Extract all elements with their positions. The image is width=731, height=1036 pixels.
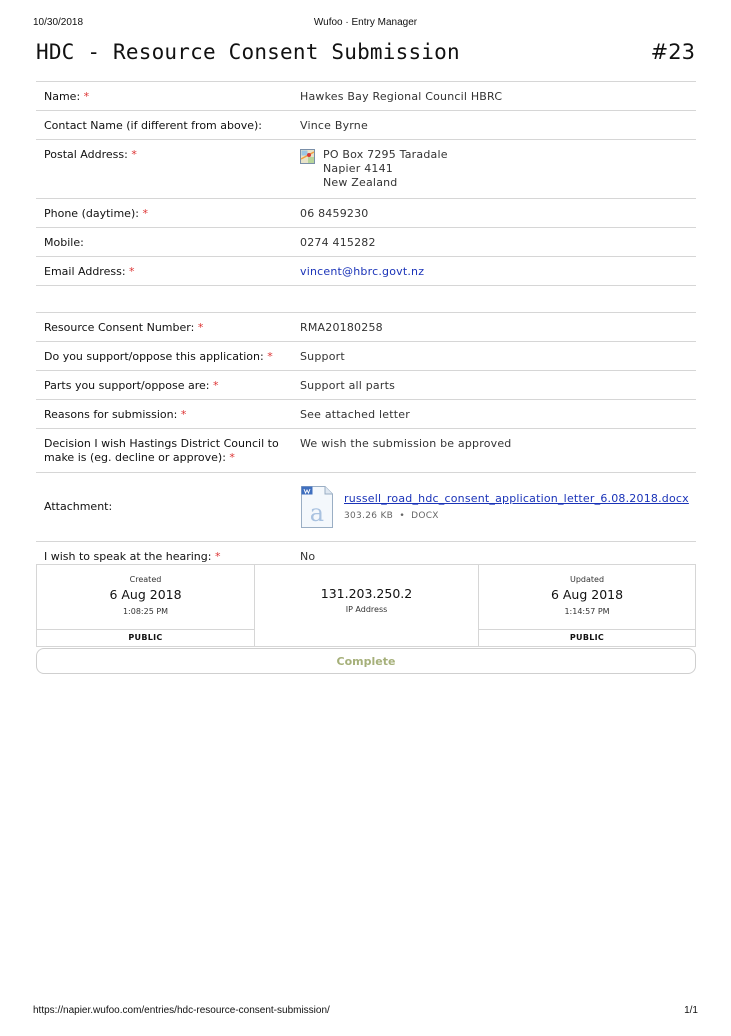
field-value-speak: No: [300, 550, 316, 563]
field-row-mobile: [36, 228, 696, 257]
address-line-2: Napier 4141: [323, 162, 393, 175]
created-visibility: PUBLIC: [37, 629, 254, 646]
ip-info: [255, 565, 479, 646]
meta-separator: •: [399, 510, 405, 521]
field-value-decision: We wish the submission be approved: [300, 437, 512, 450]
field-row-contact: [36, 111, 696, 140]
attachment-type: DOCX: [411, 510, 439, 521]
updated-time: 1:14:57 PM: [564, 607, 610, 616]
entry-fields: [36, 81, 696, 570]
required-marker: *: [142, 207, 148, 220]
field-label: Do you support/oppose this application: *: [44, 350, 273, 363]
entry-info-panel: [36, 564, 696, 647]
field-value-attachment: [292, 485, 696, 529]
print-date: 10/30/2018: [33, 17, 84, 28]
field-row-support-oppose: [36, 342, 696, 371]
field-label: Resource Consent Number: *: [44, 321, 204, 334]
required-marker: *: [197, 321, 204, 334]
field-row-decision: [36, 429, 696, 473]
address-line-1: PO Box 7295 Taradale: [323, 148, 448, 161]
field-value-name: Hawkes Bay Regional Council HBRC: [300, 90, 503, 103]
field-label: Postal Address: *: [44, 148, 137, 161]
field-value-mobile: 0274 415282: [300, 236, 376, 249]
updated-info: [479, 565, 695, 646]
field-label: Name: *: [44, 90, 90, 103]
attachment-size: 303.26 KB: [344, 510, 394, 521]
email-link[interactable]: vincent@hbrc.govt.nz: [300, 265, 425, 278]
ip-caption: IP Address: [345, 605, 388, 614]
required-marker: *: [129, 265, 135, 278]
required-marker: *: [229, 451, 235, 464]
field-row-parts: [36, 371, 696, 400]
print-title: Wufoo · Entry Manager: [313, 17, 418, 28]
field-label: Phone (daytime): *: [44, 207, 148, 220]
field-value-consent-number: RMA20180258: [300, 321, 383, 334]
created-date: 6 Aug 2018: [109, 587, 182, 602]
svg-text:a: a: [309, 499, 325, 527]
updated-visibility: PUBLIC: [479, 629, 695, 646]
field-row-attachment: [36, 473, 696, 542]
field-label: Contact Name (if different from above):: [44, 119, 262, 132]
print-header: [33, 17, 698, 31]
field-value-parts: Support all parts: [300, 379, 396, 392]
docx-file-icon[interactable]: [300, 485, 334, 529]
print-url: https://napier.wufoo.com/entries/hdc-resource-consent-submission/: [33, 1005, 330, 1016]
print-footer: [33, 1005, 698, 1018]
field-row-email: [36, 257, 696, 286]
field-value-reasons: See attached letter: [300, 408, 410, 421]
map-icon[interactable]: [300, 149, 315, 164]
required-marker: *: [213, 379, 219, 392]
ip-address: 131.203.250.2: [320, 586, 413, 601]
field-label: Attachment:: [44, 500, 113, 513]
required-marker: *: [83, 90, 90, 103]
field-label: Email Address: *: [44, 265, 135, 278]
page-title: HDC - Resource Consent Submission: [36, 40, 460, 64]
field-label: I wish to speak at the hearing: *: [44, 550, 221, 563]
created-time: 1:08:25 PM: [122, 607, 169, 616]
updated-date: 6 Aug 2018: [550, 587, 624, 602]
field-row-name: [36, 82, 696, 111]
attachment-link[interactable]: russell_road_hdc_consent_application_letter_6.08.2018.docx: [344, 491, 689, 505]
attachment-meta: [344, 509, 689, 523]
created-caption: Created: [129, 575, 162, 584]
created-info: [37, 565, 255, 646]
entry-number: #23: [650, 40, 695, 64]
field-label: Decision I wish Hastings District Council to make is (eg. decline or approve): *: [44, 437, 279, 464]
updated-caption: Updated: [569, 575, 605, 584]
required-marker: *: [131, 148, 137, 161]
required-marker: *: [214, 550, 221, 563]
field-value-postal: [292, 140, 696, 198]
print-page-number: 1/1: [684, 1005, 698, 1016]
required-marker: *: [180, 408, 187, 421]
required-marker: *: [267, 350, 273, 363]
field-row-phone: [36, 199, 696, 228]
section-spacer: [36, 286, 696, 313]
field-label: Mobile:: [44, 236, 84, 249]
field-value-support-oppose: Support: [300, 350, 345, 363]
field-label: Reasons for submission: *: [44, 408, 187, 421]
field-row-postal: [36, 140, 696, 199]
field-value-contact: Vince Byrne: [300, 119, 368, 132]
field-value-phone: 06 8459230: [300, 207, 369, 220]
field-row-consent-number: [36, 313, 696, 342]
status-complete-badge: Complete: [36, 648, 696, 674]
field-row-reasons: [36, 400, 696, 429]
title-row: [36, 40, 695, 70]
field-label: Parts you support/oppose are: *: [44, 379, 219, 392]
address-line-3: New Zealand: [323, 176, 398, 189]
